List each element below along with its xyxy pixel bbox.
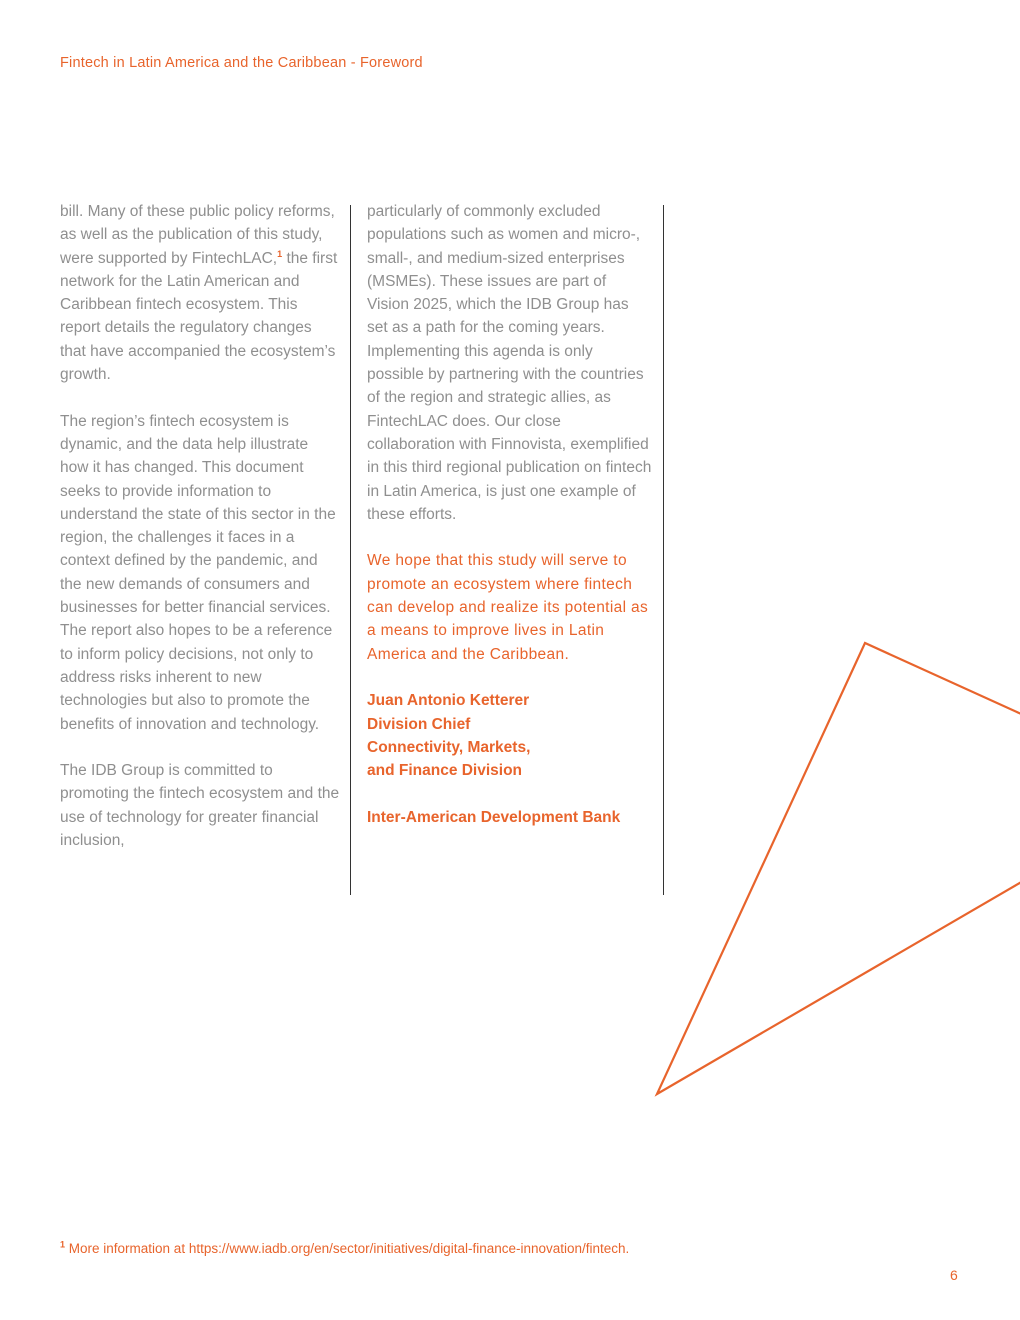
paragraph: The region’s fintech ecosystem is dynamic, and the data help illustrate how it has changed. This document seeks to provide information to understand the state of this sector in the region, the challenges it faces in a context defined by the pandemic, and the new demands of consumers and businesses for better financial services. The report also hopes to be a reference to inform policy decisions, not only to address risks inherent to new technologies but also to promote the benefits of innovation and technology.	[60, 412, 336, 733]
footnote-mark: 1	[60, 1239, 66, 1250]
text-column-right	[367, 200, 652, 852]
signature-block	[367, 689, 652, 782]
paragraph-text: the first network for the Latin American and Caribbean fintech ecosystem. This report details the regulatory changes that have accompanied the ecosystem’s growth.	[60, 249, 338, 384]
footnote	[60, 1241, 629, 1256]
text-column-left	[60, 200, 340, 876]
footnote-reference[interactable]: 1	[277, 248, 283, 259]
paragraph: particularly of commonly excluded populations such as women and micro-, small-, and medium-sized enterprises (MSMEs). These issues are part of Vision 2025, which the IDB Group has set as a path for the coming years. Implementing this agenda is only possible by partnering with the countries of the region and strategic allies, as FintechLAC does. Our close collaboration with Finnovista, exemplified in this third regional publication on fintech in Latin America, is just one example of these efforts.	[367, 203, 652, 523]
signatory-division: and Finance Division	[367, 762, 523, 780]
paragraph: The IDB Group is committed to promoting the fintech ecosystem and the use of technology for greater financial inclusion,	[60, 762, 340, 850]
running-header: Fintech in Latin America and the Caribbean - Foreword	[60, 55, 423, 71]
paragraph-text: bill. Many of these public policy reforms, as well as the publication of this study, were supported by FintechLAC,	[60, 203, 335, 267]
signatory-title: Division Chief	[367, 715, 471, 733]
closing-statement: We hope that this study will serve to promote an ecosystem where fintech can develop and realize its potential as a means to improve lives in Latin America and the Caribbean.	[367, 552, 649, 663]
triangle-outline	[657, 643, 1020, 1094]
paragraph	[60, 200, 340, 386]
signatory-division: Connectivity, Markets,	[367, 738, 531, 756]
signatory-organization: Inter-American Development Bank	[367, 808, 621, 826]
page-number: 6	[950, 1267, 958, 1283]
column-divider	[350, 205, 351, 895]
signatory-name: Juan Antonio Ketterer	[367, 692, 530, 710]
footnote-text[interactable]: More information at https://www.iadb.org/en/sector/initiatives/digital-finance-innovation/fintech.	[65, 1241, 630, 1256]
column-divider	[663, 205, 664, 895]
